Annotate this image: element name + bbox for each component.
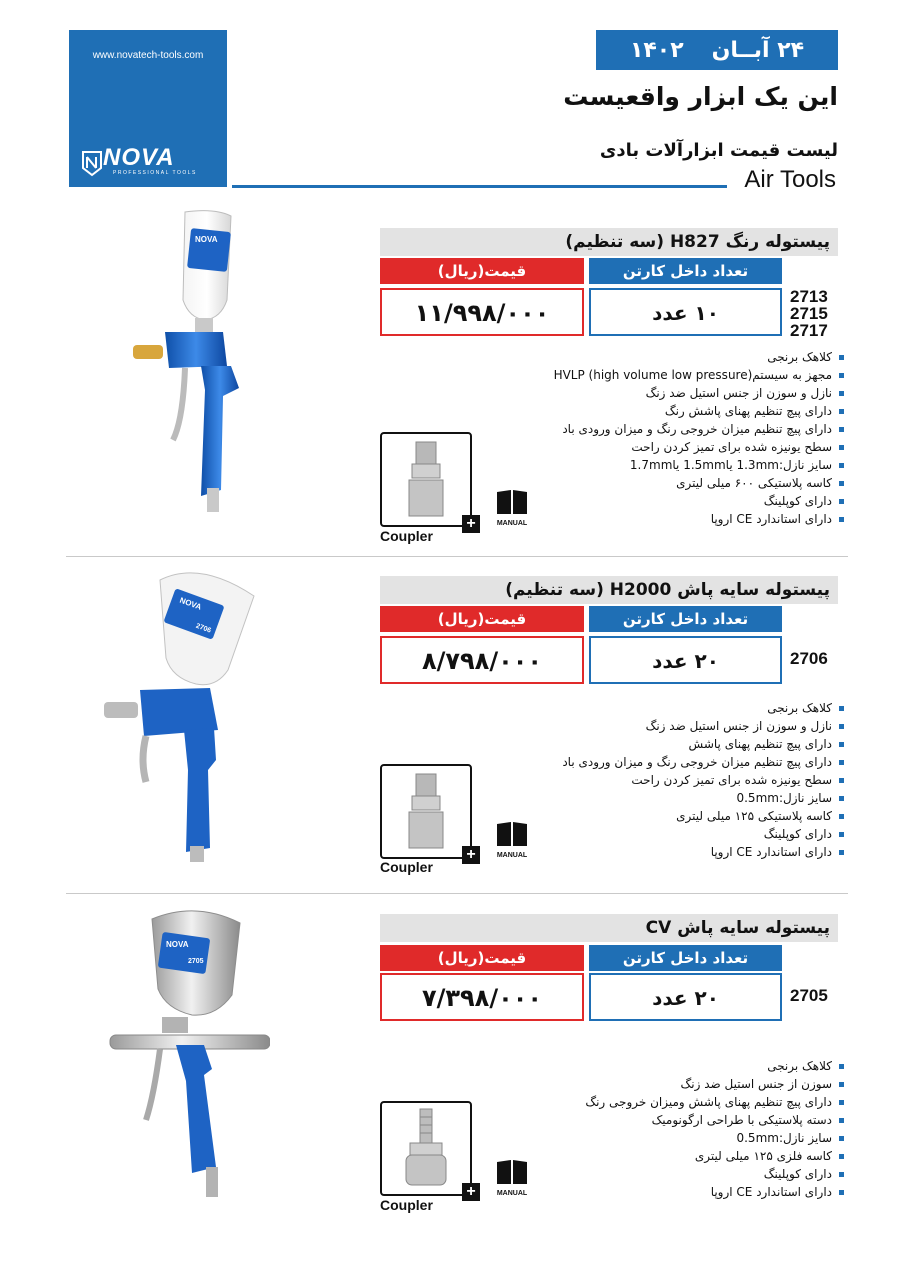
feature-item: سایز نازل:0.5mm xyxy=(562,789,844,807)
coupler-image xyxy=(380,432,472,527)
feature-item: دارای استاندارد CE اروپا xyxy=(562,843,844,861)
price-list-title: لیست قیمت ابزارآلات بادی xyxy=(599,140,838,161)
product-code: 2713 xyxy=(790,287,828,306)
feature-item: دارای پیچ تنظیم میزان خروجی رنگ و میزان ورودی باد xyxy=(562,753,844,771)
bullet-square-icon xyxy=(839,850,844,855)
feature-item: دسته پلاستیکی با طراحی ارگونومیک xyxy=(585,1111,844,1129)
feature-item: کلاهک برنجی xyxy=(554,348,844,366)
bullet-square-icon xyxy=(839,499,844,504)
brand-name: NOVA xyxy=(103,144,175,171)
feature-item: دارای کوپلینگ xyxy=(585,1165,844,1183)
product-1-price: ۱۱/۹۹۸/۰۰۰ xyxy=(380,288,584,336)
feature-item: دارای کوپلینگ xyxy=(554,492,844,510)
coupler-label: Coupler xyxy=(380,528,433,544)
product-3-features xyxy=(585,1057,844,1201)
date-day-month: ۲۴ آبــان xyxy=(711,37,805,63)
feature-item: دارای استاندارد CE اروپا xyxy=(554,510,844,528)
bullet-square-icon xyxy=(839,427,844,432)
manual-book-icon xyxy=(492,1158,532,1197)
feature-item: کلاهک برنجی xyxy=(562,699,844,717)
spray-gun-h2000-image xyxy=(100,560,265,865)
bullet-square-icon xyxy=(839,742,844,747)
bullet-square-icon xyxy=(839,760,844,765)
product-3-codes xyxy=(790,987,828,1004)
product-1-features xyxy=(554,348,844,528)
product-3-qty: ۲۰ عدد xyxy=(589,973,782,1021)
product-3-price-header: قیمت(ریال) xyxy=(380,945,584,971)
feature-item: کاسه فلزی ۱۲۵ میلی لیتری xyxy=(585,1147,844,1165)
bullet-square-icon xyxy=(839,796,844,801)
product-1-qty: ۱۰ عدد xyxy=(589,288,782,336)
bullet-square-icon xyxy=(839,724,844,729)
date-year: ۱۴۰۲ xyxy=(629,37,684,63)
bullet-square-icon xyxy=(839,355,844,360)
bullet-square-icon xyxy=(839,706,844,711)
bullet-square-icon xyxy=(839,1118,844,1123)
product-code: 2706 xyxy=(790,649,828,668)
coupler-label: Coupler xyxy=(380,1197,433,1213)
product-2-qty: ۲۰ عدد xyxy=(589,636,782,684)
tagline: این یک ابزار واقعیست xyxy=(563,82,838,111)
bullet-square-icon xyxy=(839,1136,844,1141)
bullet-square-icon xyxy=(839,832,844,837)
feature-item: مجهز به سیستمHVLP (high volume low pressure) xyxy=(554,366,844,384)
feature-item: سطح یونیزه شده برای تمیز کردن راحت xyxy=(554,438,844,456)
product-1-price-header: قیمت(ریال) xyxy=(380,258,584,284)
manual-book-icon xyxy=(492,488,532,527)
brand-logo-panel xyxy=(69,30,227,187)
feature-item: دارای پیچ تنظیم پهنای پاشش ومیزان خروجی رنگ xyxy=(585,1093,844,1111)
bullet-square-icon xyxy=(839,1172,844,1177)
bullet-square-icon xyxy=(839,373,844,378)
website-url[interactable]: www.novatech-tools.com xyxy=(92,50,204,61)
bullet-square-icon xyxy=(839,391,844,396)
coupler-image xyxy=(380,1101,472,1196)
feature-item: کاسه پلاستیکی ۱۲۵ میلی لیتری xyxy=(562,807,844,825)
plus-icon: + xyxy=(462,846,480,864)
feature-item: سوزن از جنس استیل ضد زنگ xyxy=(585,1075,844,1093)
header-divider xyxy=(232,185,727,188)
product-separator xyxy=(66,556,848,557)
product-2-qty-header: تعداد داخل کارتن xyxy=(589,606,782,632)
bullet-square-icon xyxy=(839,517,844,522)
hose-barb-coupler-icon xyxy=(382,1103,470,1193)
product-code: 2705 xyxy=(790,986,828,1005)
product-separator xyxy=(66,893,848,894)
product-code: 2715 xyxy=(790,304,828,323)
feature-item: دارای پیچ تنظیم میزان خروجی رنگ و میزان ورودی باد xyxy=(554,420,844,438)
bullet-square-icon xyxy=(839,1082,844,1087)
feature-item: کاسه پلاستیکی ۶۰۰ میلی لیتری xyxy=(554,474,844,492)
product-3-price: ۷/۳۹۸/۰۰۰ xyxy=(380,973,584,1021)
product-3-qty-header: تعداد داخل کارتن xyxy=(589,945,782,971)
coupler-image xyxy=(380,764,472,859)
gun2-code-label: 2706 xyxy=(194,622,212,635)
gun2-cup-label: NOVA xyxy=(178,595,203,612)
product-2-title: پیستوله سایه پاش H2000 (سه تنظیم) xyxy=(380,576,838,604)
gun3-cup-label: NOVA xyxy=(166,940,189,949)
feature-item: دارای استاندارد CE اروپا xyxy=(585,1183,844,1201)
bullet-square-icon xyxy=(839,1154,844,1159)
coupler-fitting-icon xyxy=(382,434,470,524)
bullet-square-icon xyxy=(839,778,844,783)
feature-item: دارای پیچ تنظیم پهنای پاشش رنگ xyxy=(554,402,844,420)
date-banner xyxy=(596,30,838,70)
product-1-codes xyxy=(790,288,828,339)
spray-gun-h827-image xyxy=(125,200,255,520)
feature-item: دارای پیچ تنظیم پهنای پاشش xyxy=(562,735,844,753)
product-2-price: ۸/۷۹۸/۰۰۰ xyxy=(380,636,584,684)
feature-item: سطح یونیزه شده برای تمیز کردن راحت xyxy=(562,771,844,789)
product-1-qty-header: تعداد داخل کارتن xyxy=(589,258,782,284)
spray-gun-cv-image xyxy=(100,905,270,1205)
feature-item: کلاهک برنجی xyxy=(585,1057,844,1075)
gun1-cup-label: NOVA xyxy=(195,235,218,244)
product-2-price-header: قیمت(ریال) xyxy=(380,606,584,632)
product-code: 2717 xyxy=(790,321,828,340)
category-title: Air Tools xyxy=(744,166,836,193)
feature-item: دارای کوپلینگ xyxy=(562,825,844,843)
feature-item: نازل و سوزن از جنس استیل ضد زنگ xyxy=(562,717,844,735)
product-2-codes xyxy=(790,650,828,667)
feature-item: نازل و سوزن از جنس استیل ضد زنگ xyxy=(554,384,844,402)
product-3-title: پیستوله سایه پاش CV xyxy=(380,914,838,942)
bullet-square-icon xyxy=(839,1100,844,1105)
product-1-title: پیستوله رنگ H827 (سه تنظیم) xyxy=(380,228,838,256)
feature-item: سایز نازل:1.3mm یا1.5mm یا1.7mm xyxy=(554,456,844,474)
plus-icon: + xyxy=(462,1183,480,1201)
bullet-square-icon xyxy=(839,463,844,468)
coupler-fitting-icon xyxy=(382,766,470,856)
gun3-code-label: 2705 xyxy=(188,958,204,965)
bullet-square-icon xyxy=(839,409,844,414)
coupler-label: Coupler xyxy=(380,859,433,875)
bullet-square-icon xyxy=(839,481,844,486)
manual-label: MANUAL xyxy=(496,1190,528,1197)
bullet-square-icon xyxy=(839,1064,844,1069)
bullet-square-icon xyxy=(839,445,844,450)
manual-book-icon xyxy=(492,820,532,859)
brand-subtitle: PROFESSIONAL TOOLS xyxy=(113,170,197,176)
manual-label: MANUAL xyxy=(496,852,528,859)
product-2-features xyxy=(562,699,844,861)
plus-icon: + xyxy=(462,515,480,533)
feature-item: سایز نازل:0.5mm xyxy=(585,1129,844,1147)
bullet-square-icon xyxy=(839,814,844,819)
manual-label: MANUAL xyxy=(496,520,528,527)
bullet-square-icon xyxy=(839,1190,844,1195)
